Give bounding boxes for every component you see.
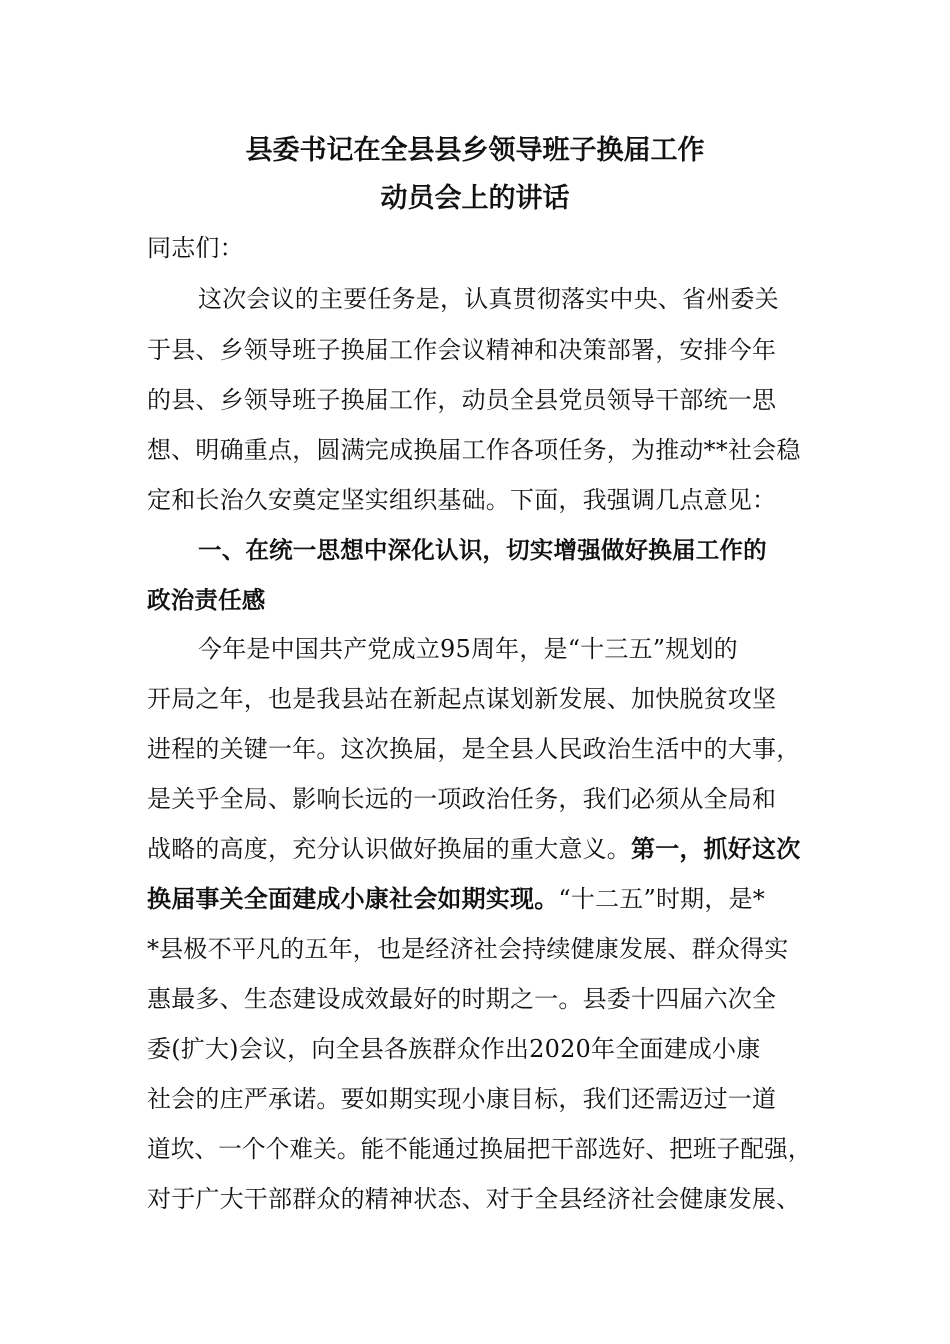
paragraph-1-line-5: 定和长治久安奠定坚实组织基础。下面，我强调几点意见： <box>147 486 777 514</box>
paragraph-2-line-11: 道坎、一个个难关。能不能通过换届把干部选好、把班子配强， <box>147 1135 812 1163</box>
paragraph-2-line-3: 进程的关键一年。这次换届，是全县人民政治生活中的大事， <box>147 735 801 763</box>
paragraph-1-line-2: 于县、乡领导班子换届工作会议精神和决策部署，安排今年 <box>147 336 777 364</box>
paragraph-2-line-1: 今年是中国共产党成立95周年，是“十三五”规划的 <box>198 635 738 663</box>
paragraph-2-line-5 <box>147 834 800 864</box>
section-1-heading-line-1: 一、在统一思想中深化认识，切实增强做好换届工作的 <box>198 536 767 564</box>
paragraph-1-line-3: 的县、乡领导班子换届工作，动员全县党员领导干部统一思 <box>147 386 777 414</box>
document-title-line-2: 动员会上的讲话 <box>380 183 570 214</box>
paragraph-2-line-2: 开局之年，也是我县站在新起点谋划新发展、加快脱贫攻坚 <box>147 685 777 713</box>
paragraph-2-line-8: 惠最多、生态建设成效最好的时期之一。县委十四届六次全 <box>147 985 777 1013</box>
paragraph-2-line-10: 社会的庄严承诺。要如期实现小康目标，我们还需迈过一道 <box>147 1085 777 1113</box>
paragraph-1-line-4: 想、明确重点，圆满完成换届工作各项任务，为推动**社会稳 <box>147 436 801 464</box>
salutation: 同志们： <box>147 234 244 262</box>
paragraph-2-line-4: 是关乎全局、影响长远的一项政治任务，我们必须从全局和 <box>147 785 777 813</box>
section-1-heading-line-2: 政治责任感 <box>147 586 266 614</box>
paragraph-2-line-6-text: “十二五”时期，是* <box>558 885 765 913</box>
paragraph-2-line-12: 对于广大干部群众的精神状态、对于全县经济社会健康发展、 <box>147 1185 801 1213</box>
paragraph-2-line-5-text: 战略的高度，充分认识做好换届的重大意义。 <box>147 835 631 863</box>
emphasis-first-point-continued: 换届事关全面建成小康社会如期实现。 <box>147 885 559 913</box>
paragraph-2-line-9: 委(扩大)会议，向全县各族群众作出2020年全面建成小康 <box>147 1035 761 1063</box>
paragraph-2-line-6 <box>147 884 765 914</box>
document-title-line-1: 县委书记在全县县乡领导班子换届工作 <box>245 135 705 166</box>
paragraph-2-line-7: *县极不平凡的五年，也是经济社会持续健康发展、群众得实 <box>147 935 789 963</box>
emphasis-first-point: 第一，抓好这次 <box>631 835 801 863</box>
paragraph-1-line-1: 这次会议的主要任务是，认真贯彻落实中央、省州委关 <box>198 285 779 313</box>
